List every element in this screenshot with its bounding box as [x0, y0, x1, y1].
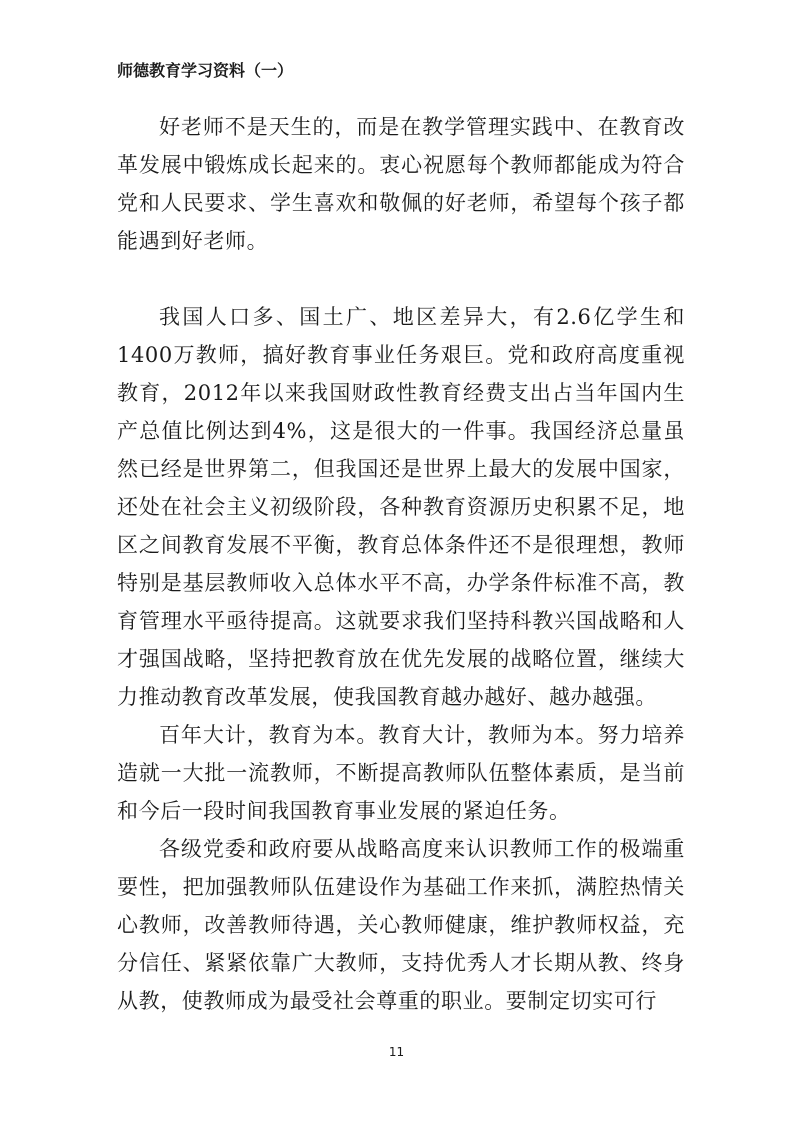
body-text [117, 108, 685, 1020]
paragraph-4: 各级党委和政府要从战略高度来认识教师工作的极端重要性，把加强教师队伍建设作为基础工作来抓，满腔热情关心教师，改善教师待遇，关心教师健康，维护教师权益，充分信任、紧紧依靠广大教师，支持优秀人才长期从教、终身从教，使教师成为最受社会尊重的职业。要制定切实可行 [117, 837, 685, 1013]
running-header-title: 师德教育学习资料（一） [117, 61, 294, 80]
paragraph-1: 好老师不是天生的，而是在教学管理实践中、在教育改革发展中锻炼成长起来的。衷心祝愿每个教师都能成为符合党和人民要求、学生喜欢和敬佩的好老师，希望每个孩子都能遇到好老师。 [117, 115, 685, 253]
page-number: 11 [388, 1045, 405, 1059]
paragraph-3: 百年大计，教育为本。教育大计，教师为本。努力培养造就一大批一流教师，不断提高教师队伍整体素质，是当前和今后一段时间我国教育事业发展的紧迫任务。 [117, 723, 685, 823]
paragraph-2: 我国人口多、国土广、地区差异大，有2.6亿学生和1400万教师，搞好教育事业任务艰巨。党和政府高度重视教育，2012年以来我国财政性教育经费支出占当年国内生产总值比例达到4%，这是很大的一件事。我国经济总量虽然已经是世界第二，但我国还是世界上最大的发展中国家，还处在社会主义初级阶段，各种教育资源历史积累不足，地区之间教育发展不平衡，教育总体条件还不是很理想，教师特别是基层教师收入总体水平不高，办学条件标准不高，教育管理水平亟待提高。这就要求我们坚持科教兴国战略和人才强国战略，坚持把教育放在优先发展的战略位置，继续大力推动教育改革发展，使我国教育越办越好、越办越强。 [117, 305, 685, 709]
